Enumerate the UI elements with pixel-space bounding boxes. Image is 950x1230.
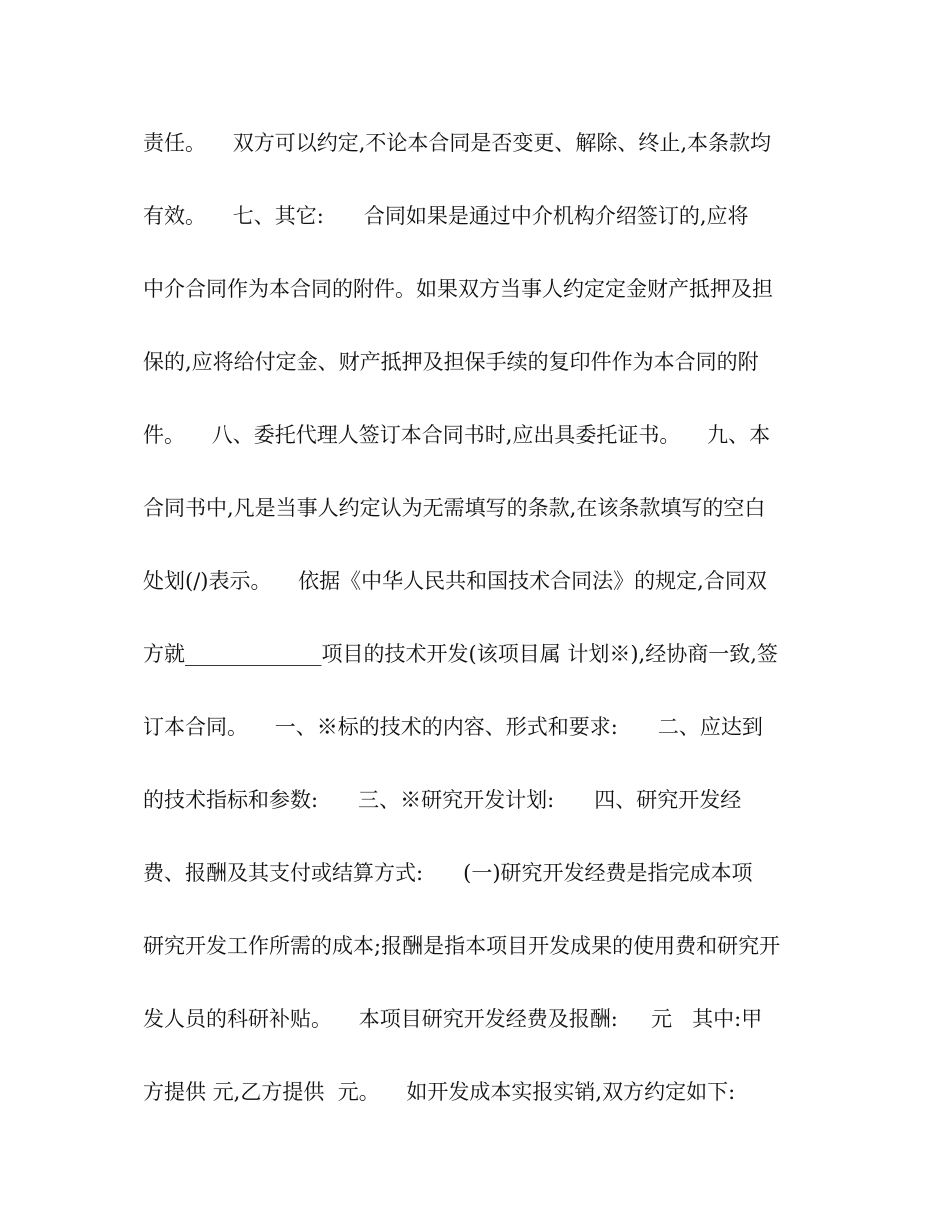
text-line: 中介合同作为本合同的附件。如果双方当事人约定定金财产抵押及担 xyxy=(143,277,773,301)
text-line: 费、报酬及其支付或结算方式: (一)研究开发经费是指完成本项 xyxy=(143,861,753,885)
text-line: 有效。 七、其它: 合同如果是通过中介机构介绍签订的,应将 xyxy=(143,204,749,228)
text-line: 处划(/)表示。 依据《中华人民共和国技术合同法》的规定,合同双 xyxy=(143,569,767,593)
text-line: 合同书中,凡是当事人约定认为无需填写的条款,在该条款填写的空白 xyxy=(143,496,766,520)
text-line: 方提供 元,乙方提供 元。 如开发成本实报实销,双方约定如下: xyxy=(143,1080,736,1104)
text-line: 研究开发工作所需的成本;报酬是指本项目开发成果的使用费和研究开 xyxy=(143,934,781,958)
text-line: 方就_____________项目的技术开发(该项目属 计划※),经协商一致,签 xyxy=(143,642,778,666)
text-line: 责任。 双方可以约定,不论本合同是否变更、解除、终止,本条款均 xyxy=(143,131,772,155)
text-line: 保的,应将给付定金、财产抵押及担保手续的复印件作为本合同的附 xyxy=(143,350,759,374)
text-line: 发人员的科研补贴。 本项目研究开发经费及报酬: 元 其中:甲 xyxy=(143,1007,763,1031)
text-line: 订本合同。 一、※标的技术的内容、形式和要求: 二、应达到 xyxy=(143,715,763,739)
text-line: 的技术指标和参数: 三、※研究开发计划: 四、研究开发经 xyxy=(143,788,742,812)
text-line: 件。 八、委托代理人签订本合同书时,应出具委托证书。 九、本 xyxy=(143,423,771,447)
